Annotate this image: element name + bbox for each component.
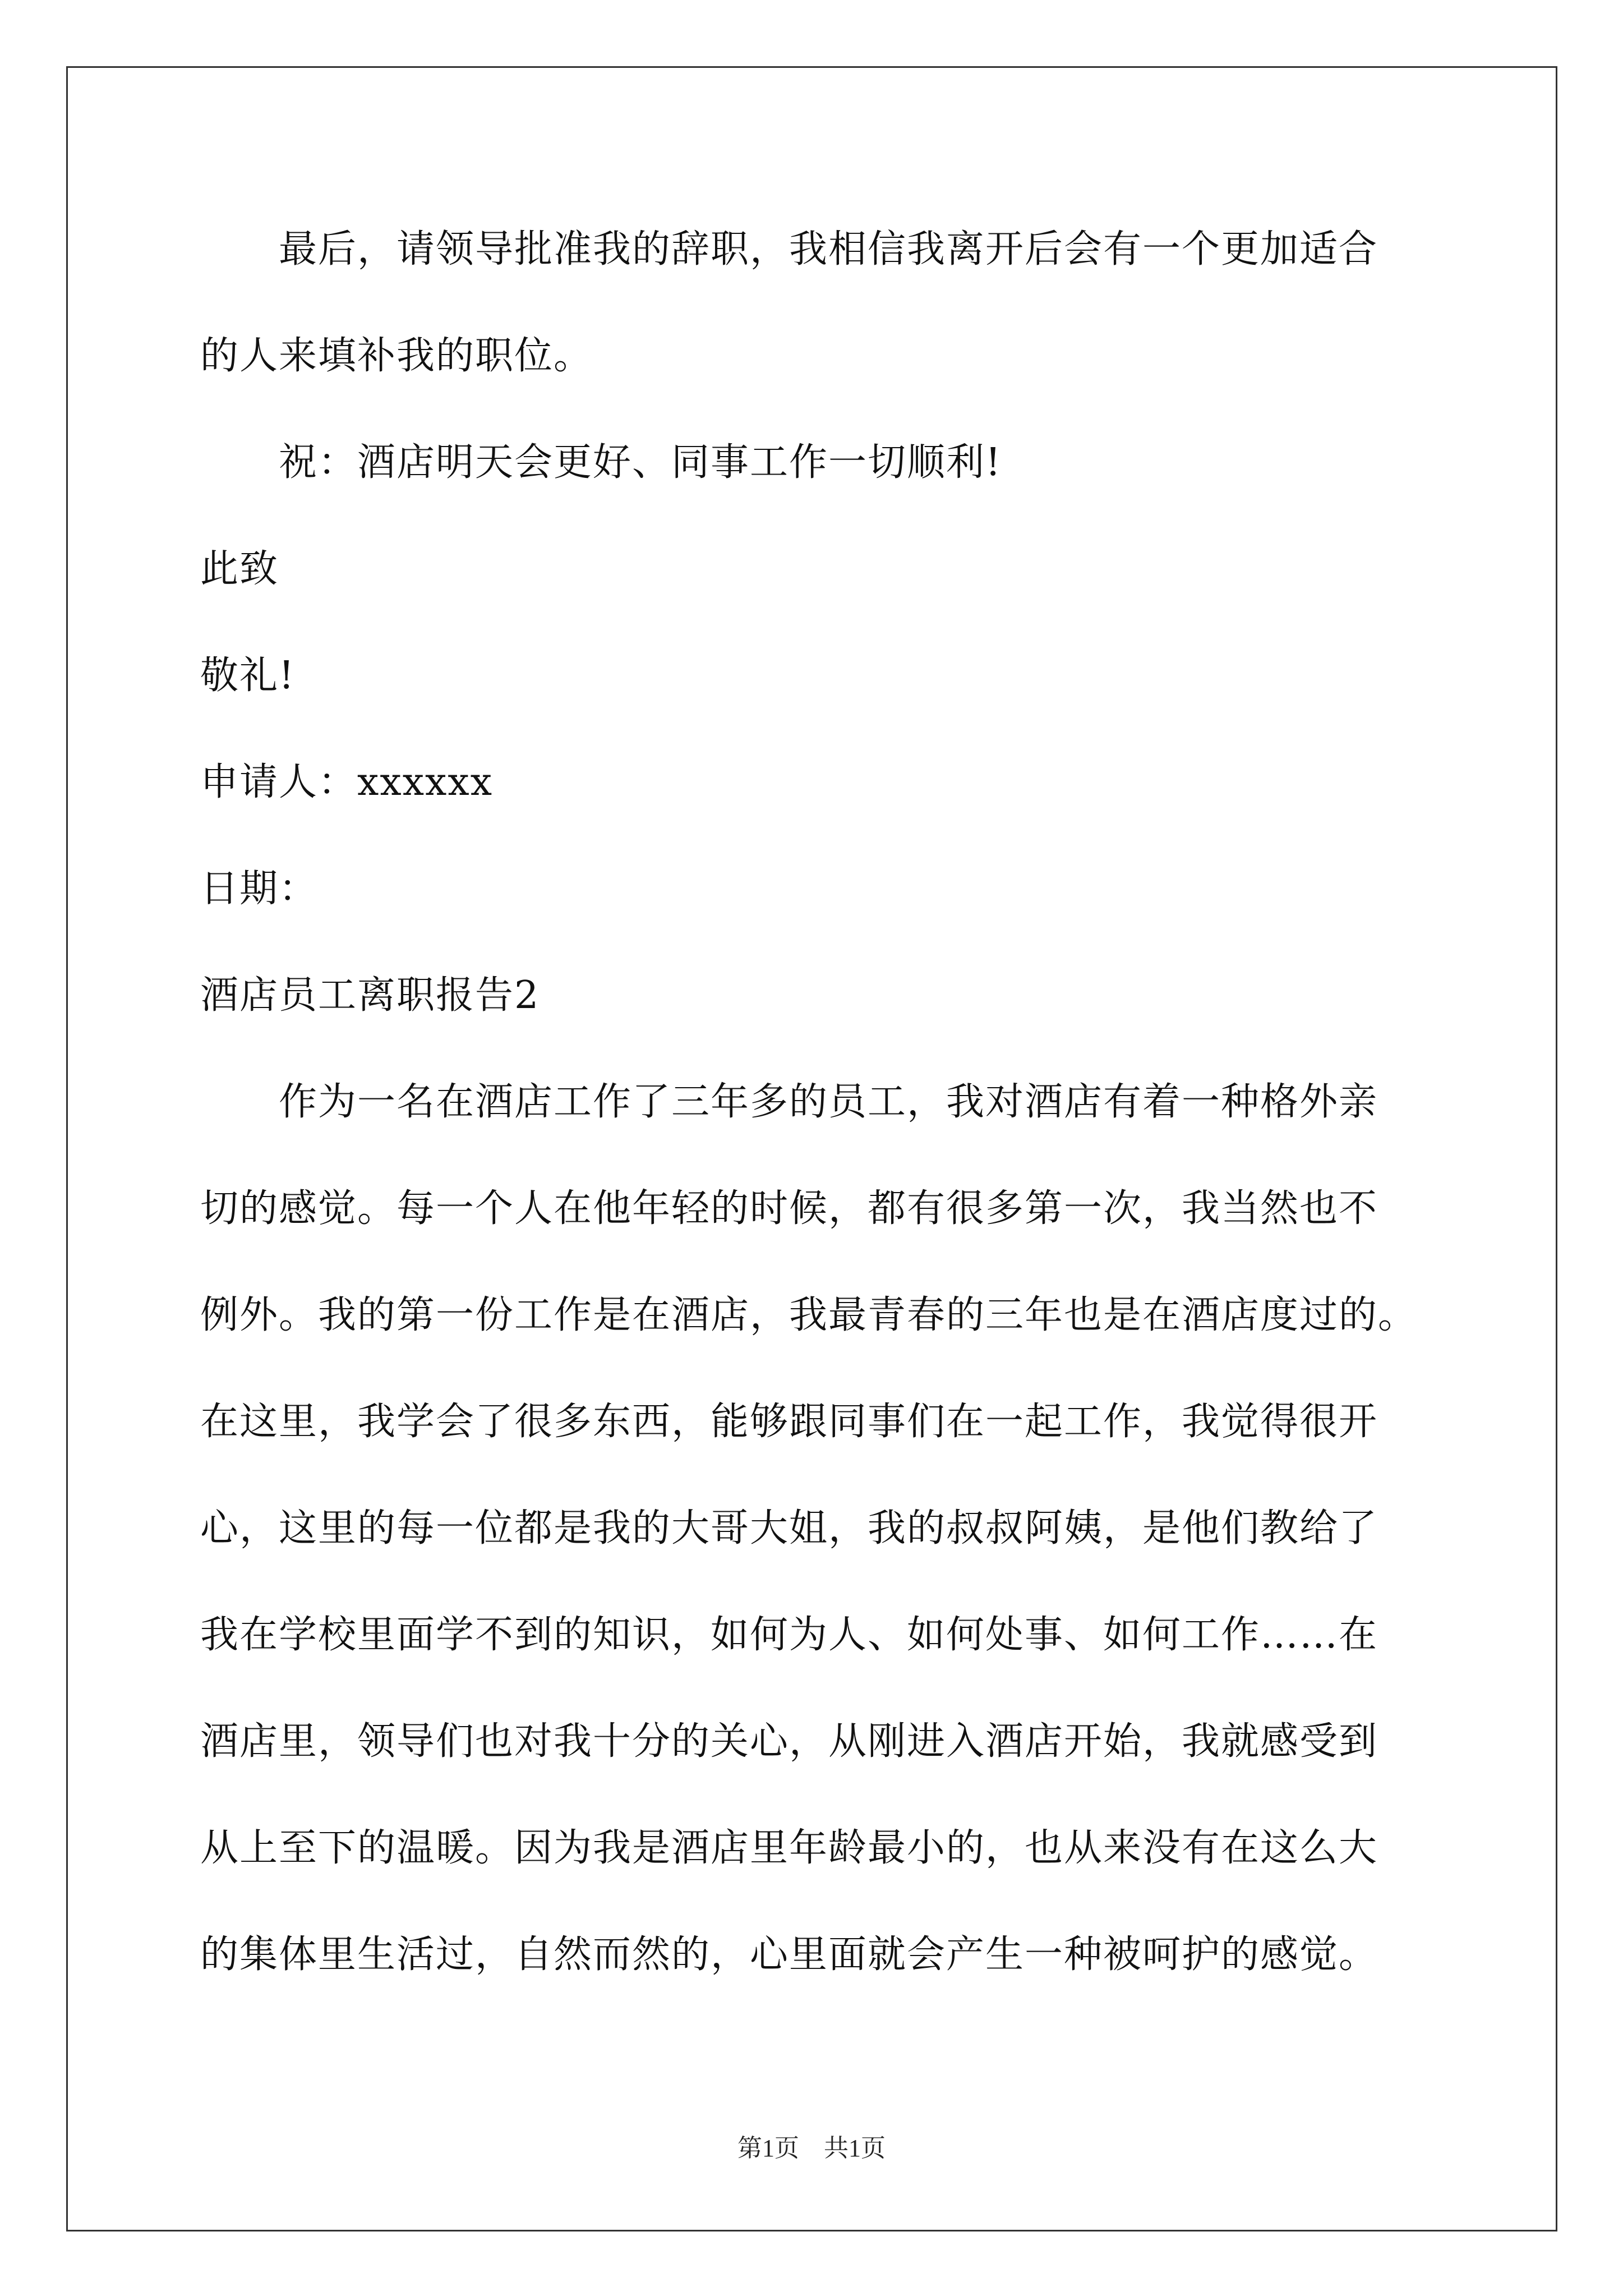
date-line: 日期：	[200, 867, 319, 911]
body-line-6: 我在学校里面学不到的知识，如何为人、如何处事、如何工作……在	[200, 1613, 1378, 1657]
body-line-3: 例外。我的第一份工作是在酒店，我最青春的三年也是在酒店度过的。	[200, 1293, 1418, 1337]
body-line-1: 作为一名在酒店工作了三年多的员工，我对酒店有着一种格外亲	[279, 1080, 1378, 1124]
wish-line: 祝：酒店明天会更好、同事工作一切顺利!	[279, 440, 1002, 485]
section-title: 酒店员工离职报告2	[200, 973, 540, 1018]
body-line-7: 酒店里，领导们也对我十分的关心，从刚进入酒店开始，我就感受到	[200, 1719, 1378, 1764]
applicant-line: 申请人：xxxxxx	[200, 760, 494, 804]
paragraph-resignation-line-1: 最后，请领导批准我的辞职，我相信我离开后会有一个更加适合	[279, 227, 1378, 272]
closing-regards: 敬礼!	[200, 654, 296, 698]
closing-salutation: 此致	[200, 547, 279, 591]
body-line-2: 切的感觉。每一个人在他年轻的时候，都有很多第一次，我当然也不	[200, 1186, 1378, 1231]
page-number-footer: 第1页 共1页	[737, 2134, 886, 2162]
body-line-4: 在这里，我学会了很多东西，能够跟同事们在一起工作，我觉得很开	[200, 1400, 1378, 1444]
paragraph-resignation-line-2: 的人来填补我的职位。	[200, 334, 593, 378]
page-border	[66, 66, 1557, 2231]
body-line-5: 心，这里的每一位都是我的大哥大姐，我的叔叔阿姨，是他们教给了	[200, 1506, 1378, 1550]
body-line-9: 的集体里生活过，自然而然的，心里面就会产生一种被呵护的感觉。	[200, 1932, 1378, 1977]
body-line-8: 从上至下的温暖。因为我是酒店里年龄最小的，也从来没有在这么大	[200, 1826, 1378, 1870]
